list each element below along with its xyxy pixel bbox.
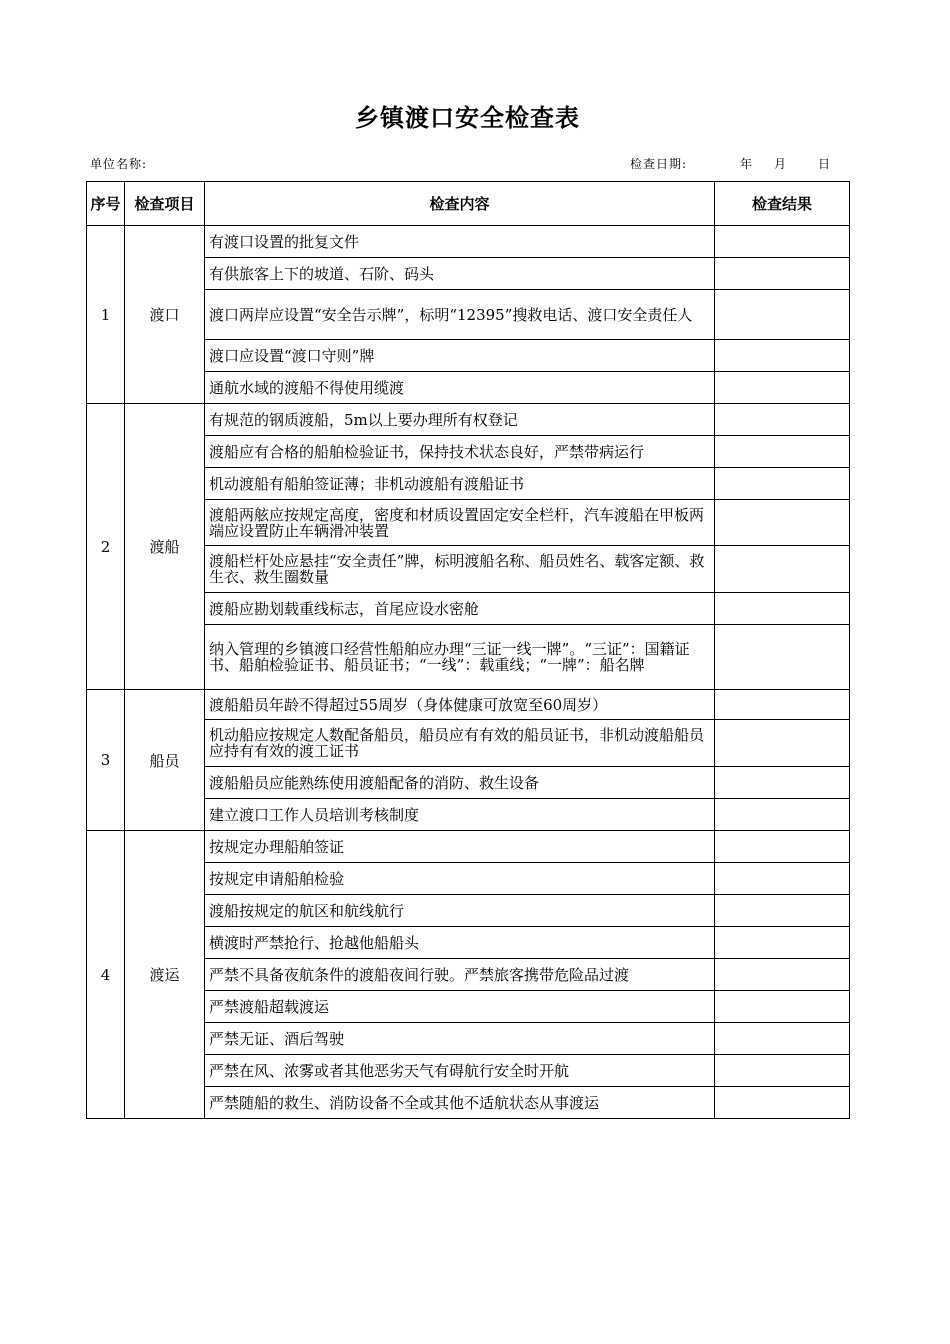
check-content: 渡船栏杆处应悬挂“安全责任”牌，标明渡船名称、船员姓名、载客定额、救生衣、救生圈数量 [205, 546, 715, 593]
header-number: 序号 [87, 182, 125, 226]
inspection-date-label: 检查日期: [630, 157, 688, 171]
check-content: 有渡口设置的批复文件 [205, 226, 715, 258]
check-result-cell [715, 226, 850, 258]
page-title: 乡镇渡口安全检查表 [355, 103, 580, 132]
check-content: 横渡时严禁抢行、抢越他船船头 [205, 927, 715, 959]
check-content: 按规定申请船舶检验 [205, 863, 715, 895]
date-month-label: 月 [774, 157, 788, 171]
group-1-number: 1 [87, 226, 125, 404]
group-3-item: 船员 [125, 690, 205, 831]
check-result-cell [715, 767, 850, 799]
group-4-item: 渡运 [125, 831, 205, 1119]
check-result-cell [715, 372, 850, 404]
check-result-cell [715, 1055, 850, 1087]
inspection-table [86, 181, 850, 1119]
check-result-cell [715, 991, 850, 1023]
group-1-item: 渡口 [125, 226, 205, 404]
check-result-cell [715, 895, 850, 927]
check-result-cell [715, 290, 850, 340]
check-result-cell [715, 436, 850, 468]
check-content: 渡船应勘划载重线标志，首尾应设水密舱 [205, 593, 715, 625]
check-result-cell [715, 720, 850, 767]
group-2-item: 渡船 [125, 404, 205, 690]
check-content: 严禁渡船超载渡运 [205, 991, 715, 1023]
group-3-number: 3 [87, 690, 125, 831]
check-content: 机动渡船有船舶签证薄；非机动渡船有渡船证书 [205, 468, 715, 500]
check-result-cell [715, 831, 850, 863]
header-row [87, 182, 850, 226]
header-check-content: 检查内容 [205, 182, 715, 226]
date-year-label: 年 [740, 157, 754, 171]
header-check-item: 检查项目 [125, 182, 205, 226]
check-content: 渡船船员应能熟练使用渡船配备的消防、救生设备 [205, 767, 715, 799]
unit-name-label: 单位名称: [90, 157, 148, 171]
table-row [87, 690, 850, 720]
table-row [87, 831, 850, 863]
check-result-cell [715, 593, 850, 625]
check-result-cell [715, 500, 850, 546]
check-result-cell [715, 927, 850, 959]
check-result-cell [715, 546, 850, 593]
table-row [87, 226, 850, 258]
check-result-cell [715, 258, 850, 290]
check-content: 渡口应设置“渡口守则”牌 [205, 340, 715, 372]
check-content: 严禁随船的救生、消防设备不全或其他不适航状态从事渡运 [205, 1087, 715, 1119]
check-result-cell [715, 1023, 850, 1055]
check-result-cell [715, 690, 850, 720]
check-content: 通航水域的渡船不得使用缆渡 [205, 372, 715, 404]
group-4-number: 4 [87, 831, 125, 1119]
check-result-cell [715, 959, 850, 991]
check-content: 按规定办理船舶签证 [205, 831, 715, 863]
check-content: 严禁无证、酒后驾驶 [205, 1023, 715, 1055]
check-content: 纳入管理的乡镇渡口经营性船舶应办理“三证一线一牌”。“三证”：国籍证书、船舶检验证书、船员证书；“一线”：载重线；“一牌”：船名牌 [205, 625, 715, 690]
check-content: 机动船应按规定人数配备船员，船员应有有效的船员证书，非机动渡船船员应持有有效的渡工证书 [205, 720, 715, 767]
check-result-cell [715, 340, 850, 372]
check-content: 有供旅客上下的坡道、石阶、码头 [205, 258, 715, 290]
table-row [87, 404, 850, 436]
header-check-result: 检查结果 [715, 182, 850, 226]
check-result-cell [715, 1087, 850, 1119]
check-content: 建立渡口工作人员培训考核制度 [205, 799, 715, 831]
check-content: 严禁不具备夜航条件的渡船夜间行驶。严禁旅客携带危险品过渡 [205, 959, 715, 991]
check-result-cell [715, 625, 850, 690]
check-content: 有规范的钢质渡船，5m以上要办理所有权登记 [205, 404, 715, 436]
check-content: 渡船按规定的航区和航线航行 [205, 895, 715, 927]
check-content: 渡船船员年龄不得超过55周岁（身体健康可放宽至60周岁） [205, 690, 715, 720]
group-2-number: 2 [87, 404, 125, 690]
check-content: 渡船两舷应按规定高度，密度和材质设置固定安全栏杆，汽车渡船在甲板两端应设置防止车辆滑冲装置 [205, 500, 715, 546]
check-content: 渡口两岸应设置“安全告示牌”，标明“12395”搜救电话、渡口安全责任人 [205, 290, 715, 340]
check-result-cell [715, 404, 850, 436]
check-result-cell [715, 468, 850, 500]
check-result-cell [715, 863, 850, 895]
check-content: 严禁在风、浓雾或者其他恶劣天气有碍航行安全时开航 [205, 1055, 715, 1087]
date-day-label: 日 [818, 157, 832, 171]
check-content: 渡船应有合格的船舶检验证书，保持技术状态良好，严禁带病运行 [205, 436, 715, 468]
check-result-cell [715, 799, 850, 831]
